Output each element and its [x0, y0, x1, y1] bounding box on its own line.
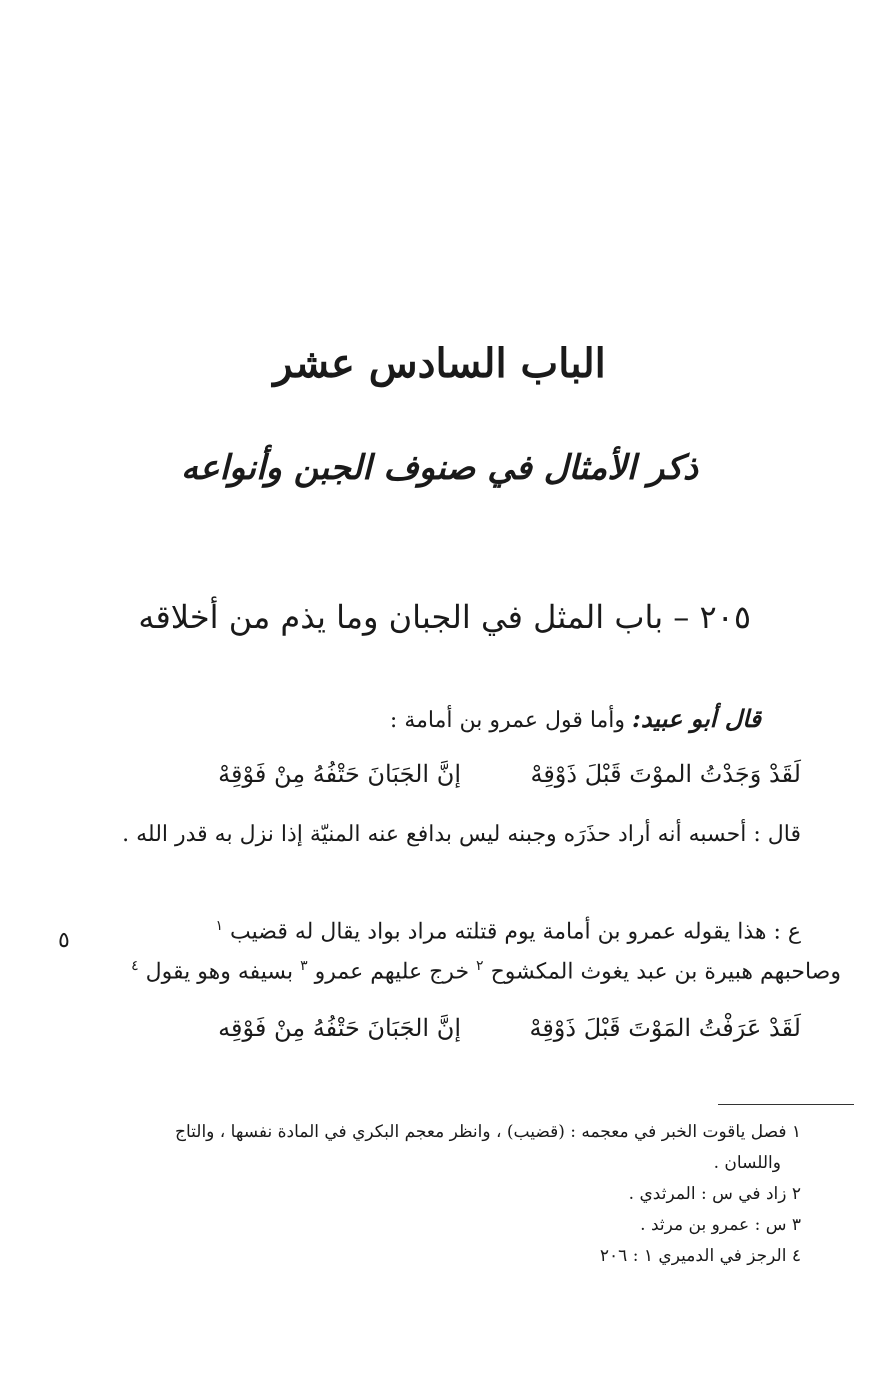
chapter-title: الباب السادس عشر [273, 340, 606, 387]
footnote-2: ٢ زاد في س : المرثدي . [628, 1184, 801, 1204]
note-line-2 [131, 958, 841, 984]
footnote-1: ١ فصل ياقوت الخبر في معجمه : (قضيب) ، وانظر معجم البكري في المادة نفسها ، والتاج [174, 1122, 801, 1142]
verse1-first-hemistich: لَقَدْ وَجَدْتُ الموْتَ قَبْلَ ذَوْقِهْ [530, 760, 801, 788]
footnote-ref-2[interactable]: ٢ [476, 958, 484, 974]
footnote-ref-4[interactable]: ٤ [131, 958, 139, 974]
footnote-4: ٤ الرجز في الدميري ١ : ٢٠٦ [599, 1246, 801, 1266]
note-line-1-text: ع : هذا يقوله عمرو بن أمامة يوم قتلته مراد بواد يقال له قضيب [230, 919, 801, 945]
verse2-first-hemistich: لَقَدْ عَرَفْتُ المَوْتَ قَبْلَ ذَوْقِهْ [529, 1014, 801, 1042]
note-line-1 [216, 918, 802, 944]
footnote-ref-1[interactable]: ١ [215, 918, 224, 934]
footnote-ref-3[interactable]: ٣ [300, 958, 308, 974]
verse1-second-hemistich: إنَّ الجَبَانَ حَتْفُهُ مِنْ فَوْقِهْ [218, 760, 461, 788]
note-line-2a: وصاحبهم هبيرة بن عبد يغوث المكشوح [490, 959, 841, 985]
chapter-subtitle: ذكر الأمثال في صنوف الجبن وأنواعه [181, 448, 698, 488]
section-heading: ٢٠٥ – باب المثل في الجبان وما يذم من أخلاقه [138, 598, 751, 636]
commentary-line: قال : أحسبه أنه أراد حذَرَه وجبنه ليس بدافع عنه المنيّة إذا نزل به قدر الله . [122, 822, 801, 847]
footnote-1-cont: واللسان . [713, 1153, 781, 1173]
note-line-2c: بسيفه وهو يقول [145, 959, 294, 985]
footnote-3: ٣ س : عمرو بن مرثد . [640, 1215, 801, 1235]
footnote-separator [718, 1104, 854, 1105]
speaker-label: قال أبو عبيد: [632, 704, 761, 733]
intro-text: وأما قول عمرو بن أمامة : [389, 708, 626, 733]
note-line-2b: خرج عليهم عمرو [314, 959, 470, 985]
verse2-second-hemistich: إنَّ الجَبَانَ حَتْفُهُ مِنْ فَوْقِه [218, 1014, 461, 1042]
margin-line-number: ٥ [58, 928, 70, 953]
intro-line [390, 704, 761, 733]
